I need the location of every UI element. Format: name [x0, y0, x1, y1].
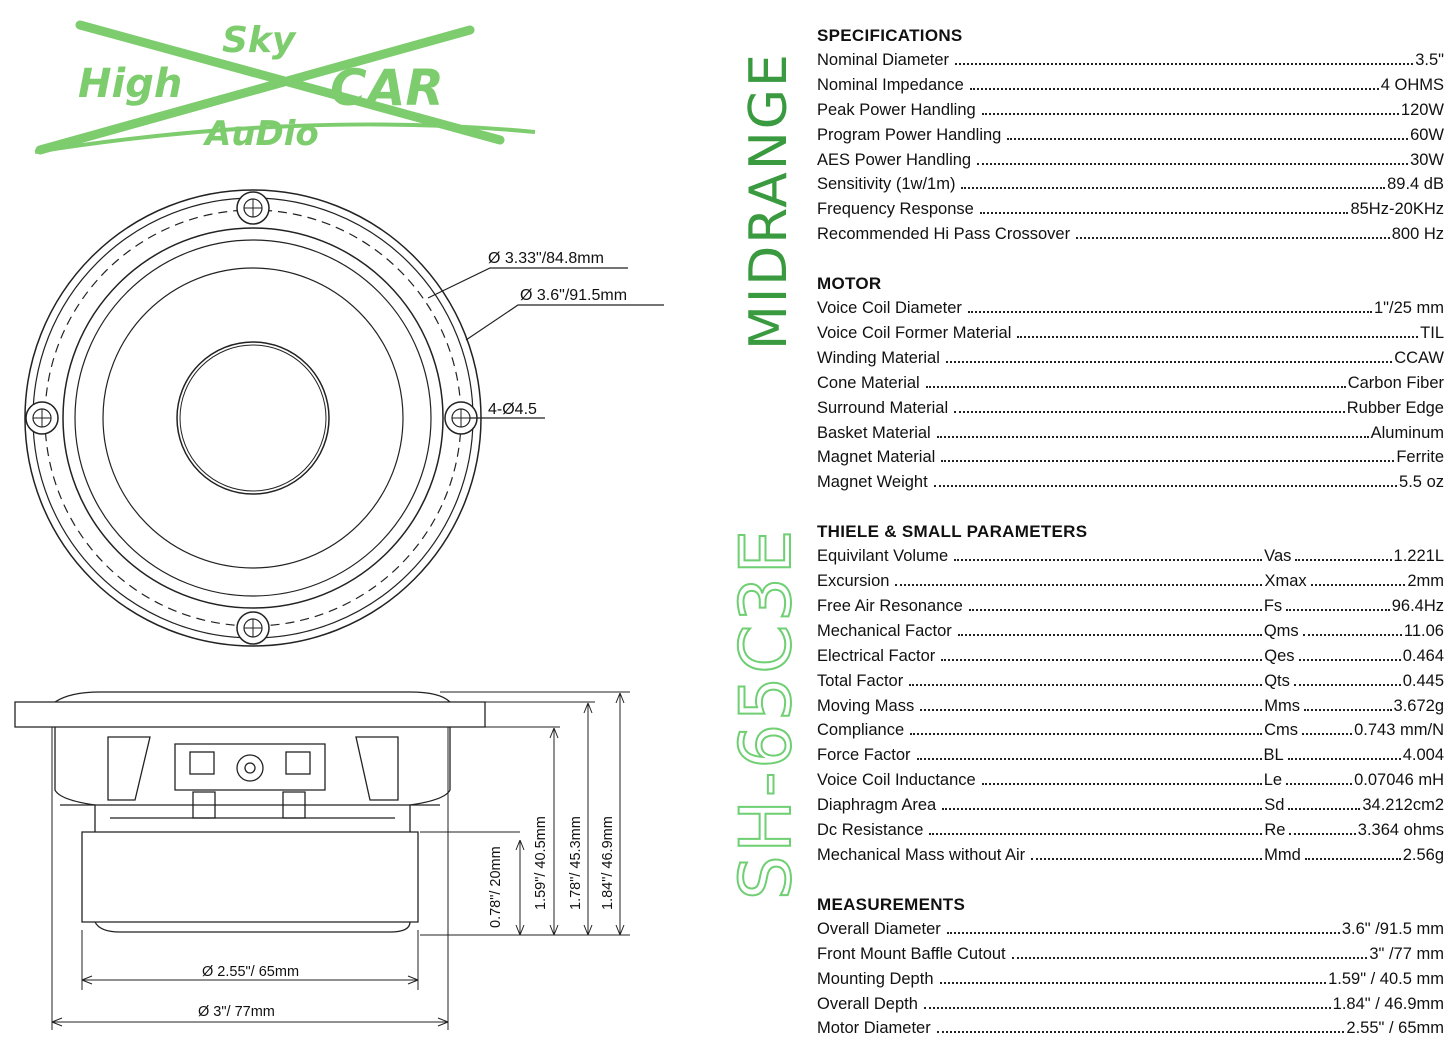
spec-label: Program Power Handling: [817, 125, 1002, 144]
spec-value: Aluminum: [1370, 423, 1444, 442]
section-title: THIELE & SMALL PARAMETERS: [817, 522, 1088, 542]
dim-mount-depth-label: 1.59"/ 40.5mm: [533, 816, 549, 910]
spec-row: [817, 694, 1444, 719]
dot-leader: [977, 163, 1408, 165]
spec-row: [817, 793, 1444, 818]
dim-outer-diameter-label: Ø 3.6"/91.5mm: [520, 287, 628, 304]
spec-symbol: Mmd: [1264, 845, 1301, 864]
spec-row: [817, 917, 1444, 942]
spec-value: 89.4 dB: [1387, 175, 1444, 194]
dot-leader: [941, 659, 1262, 661]
spec-row: [817, 197, 1444, 222]
spec-value: 96.4Hz: [1391, 597, 1444, 616]
thiele-small-section: [817, 520, 1444, 868]
spec-label: Compliance: [817, 721, 905, 740]
spec-value: 1.59" / 40.5 mm: [1328, 969, 1444, 988]
dot-leader: [929, 833, 1262, 835]
section-title: MEASUREMENTS: [817, 894, 966, 914]
measurements-section: [817, 893, 1444, 1041]
spec-label: Recommended Hi Pass Crossover: [817, 225, 1071, 244]
dot-leader: [942, 808, 1262, 810]
spec-label: Basket Material: [817, 423, 931, 442]
dim-holes-label: 4-Ø4.5: [488, 401, 537, 418]
spec-label: Mechanical Factor: [817, 621, 952, 640]
spec-label: Moving Mass: [817, 696, 915, 715]
dot-leader: [982, 783, 1262, 785]
spec-sheet: [817, 24, 1444, 1041]
spec-row: [817, 148, 1444, 173]
spec-symbol: Vas: [1264, 547, 1292, 566]
spec-value: 0.464: [1402, 646, 1444, 665]
spec-row: [817, 346, 1444, 371]
spec-label: Equivilant Volume: [817, 547, 949, 566]
spec-value: Ferrite: [1396, 448, 1444, 467]
spec-label: Front Mount Baffle Cutout: [817, 944, 1006, 963]
spec-label: Peak Power Handling: [817, 100, 976, 119]
spec-value: 34.212cm2: [1362, 796, 1444, 815]
dot-leader: [1294, 684, 1401, 686]
spec-row: [817, 73, 1444, 98]
specifications-section: [817, 24, 1444, 247]
spec-value: 2mm: [1407, 572, 1444, 591]
dot-leader: [926, 386, 1346, 388]
mount-hole-icon: [26, 402, 58, 434]
spec-value: 3.5": [1415, 51, 1444, 69]
spec-value: 2.55" / 65mm: [1346, 1019, 1444, 1038]
spec-label: Cone Material: [817, 373, 920, 392]
spec-label: Voice Coil Former Material: [817, 324, 1012, 343]
spec-row: [817, 98, 1444, 123]
spec-row: [817, 843, 1444, 868]
spec-label: Free Air Resonance: [817, 597, 963, 616]
spec-value: 4 OHMS: [1380, 75, 1444, 94]
spec-row: [817, 371, 1444, 396]
dot-leader: [937, 1031, 1345, 1033]
spec-value: 2.56g: [1402, 845, 1444, 864]
dot-leader: [982, 113, 1399, 115]
spec-row: [817, 421, 1444, 446]
spec-row: [817, 569, 1444, 594]
dot-leader: [954, 559, 1262, 561]
dot-leader: [1288, 758, 1401, 760]
spec-label: Total Factor: [817, 671, 904, 690]
dot-leader: [1302, 733, 1352, 735]
dim-overall-depth-label: 1.84"/ 46.9mm: [600, 816, 616, 910]
spec-value: 0.07046 mH: [1354, 771, 1444, 790]
spec-row: [817, 768, 1444, 793]
section-title: MOTOR: [817, 274, 882, 294]
dot-leader: [1076, 237, 1390, 239]
spec-row: [817, 48, 1444, 73]
spec-row: [817, 942, 1444, 967]
spec-label: Nominal Impedance: [817, 75, 964, 94]
spec-label: Diaphragm Area: [817, 796, 937, 815]
spec-symbol: Qts: [1264, 671, 1290, 690]
spec-label: Electrical Factor: [817, 646, 936, 665]
spec-label: Force Factor: [817, 746, 911, 765]
dot-leader: [1012, 957, 1368, 959]
dot-leader: [954, 411, 1345, 413]
dot-leader: [1295, 559, 1391, 561]
spec-label: Frequency Response: [817, 200, 974, 219]
product-title: [708, 20, 808, 910]
brand-logo: [35, 20, 535, 154]
spec-value: 1.221L: [1393, 547, 1444, 566]
dim-cutout-label: Ø 3"/ 77mm: [198, 1004, 275, 1020]
spec-value: 0.445: [1402, 671, 1444, 690]
dot-leader: [1286, 783, 1352, 785]
spec-symbol: BL: [1263, 746, 1284, 765]
spec-symbol: Fs: [1263, 597, 1283, 616]
spec-value: 30W: [1410, 150, 1444, 169]
spec-row: [817, 222, 1444, 247]
dot-leader: [909, 684, 1262, 686]
spec-row: [817, 445, 1444, 470]
dot-leader: [955, 63, 1413, 65]
dim-motor-height-label: 0.78"/ 20mm: [488, 846, 504, 928]
spec-value: 3.364 ohms: [1357, 821, 1444, 840]
dot-leader: [1017, 336, 1418, 338]
product-type: MIDRANGE: [739, 52, 799, 350]
dot-leader: [947, 932, 1340, 934]
spec-value: 0.743 mm/N: [1354, 721, 1444, 740]
spec-row: [817, 544, 1444, 569]
logo-text-audio: AuDio: [205, 114, 319, 154]
spec-label: Magnet Weight: [817, 473, 928, 492]
spec-value: Rubber Edge: [1346, 398, 1444, 417]
dot-leader: [924, 1007, 1331, 1009]
dot-leader: [1288, 808, 1360, 810]
spec-row: [817, 669, 1444, 694]
dot-leader: [970, 88, 1379, 90]
spec-row: [817, 1016, 1444, 1041]
dim-motor-diameter-label: Ø 2.55"/ 65mm: [202, 964, 300, 980]
dim-inner-diameter-label: Ø 3.33"/84.8mm: [488, 250, 604, 267]
dot-leader: [920, 709, 1262, 711]
spec-symbol: Le: [1263, 771, 1283, 790]
section-title: SPECIFICATIONS: [817, 26, 963, 45]
dot-leader: [958, 634, 1262, 636]
dot-leader: [917, 758, 1262, 760]
dot-leader: [969, 609, 1262, 611]
dot-leader: [946, 361, 1392, 363]
spec-label: AES Power Handling: [817, 150, 972, 169]
spec-row: [817, 644, 1444, 669]
spec-row: [817, 718, 1444, 743]
dim-depth-label: 1.78"/ 45.3mm: [568, 816, 584, 910]
logo-text-car: CAR: [330, 59, 444, 117]
spec-label: Excursion: [817, 572, 890, 591]
logo-text-high: High: [78, 61, 183, 107]
spec-label: Motor Diameter: [817, 1019, 931, 1038]
motor-section: [817, 272, 1444, 495]
spec-row: [817, 992, 1444, 1017]
spec-label: Voice Coil Inductance: [817, 771, 976, 790]
spec-value: 85Hz-20KHz: [1350, 200, 1444, 219]
spec-value: 800 Hz: [1391, 225, 1444, 244]
spec-value: 4.004: [1402, 746, 1444, 765]
dot-leader: [1305, 858, 1401, 860]
spec-label: Overall Depth: [817, 994, 918, 1013]
spec-label: Magnet Material: [817, 448, 936, 467]
spec-label: Surround Material: [817, 398, 949, 417]
spec-value: Carbon Fiber: [1347, 373, 1444, 392]
dot-leader: [1303, 634, 1402, 636]
spec-row: [817, 818, 1444, 843]
spec-row: [817, 594, 1444, 619]
spec-value: 3.6" /91.5 mm: [1341, 919, 1444, 938]
mount-hole-icon: [237, 192, 269, 224]
spec-label: Mechanical Mass without Air: [817, 845, 1026, 864]
spec-symbol: Sd: [1264, 796, 1285, 815]
spec-row: [817, 619, 1444, 644]
spec-value: 1.84" / 46.9mm: [1332, 994, 1444, 1013]
dot-leader: [940, 982, 1327, 984]
spec-row: [817, 967, 1444, 992]
dot-leader: [1031, 858, 1262, 860]
spec-symbol: Cms: [1264, 721, 1299, 740]
dot-leader: [910, 733, 1262, 735]
mount-hole-icon: [237, 612, 269, 644]
dot-leader: [980, 212, 1349, 214]
spec-row: [817, 743, 1444, 768]
spec-label: Winding Material: [817, 348, 940, 367]
spec-value: 3.672g: [1393, 696, 1444, 715]
spec-row: [817, 321, 1444, 346]
spec-label: Dc Resistance: [817, 821, 924, 840]
dot-leader: [961, 187, 1385, 189]
spec-value: TIL: [1420, 324, 1444, 343]
dot-leader: [895, 584, 1262, 586]
spec-symbol: Mms: [1264, 696, 1300, 715]
dot-leader: [941, 460, 1394, 462]
spec-symbol: Qes: [1264, 646, 1295, 665]
spec-row: [817, 172, 1444, 197]
spec-label: Nominal Diameter: [817, 51, 950, 69]
spec-symbol: Re: [1264, 821, 1286, 840]
logo-text-sky: Sky: [222, 20, 296, 61]
dot-leader: [1311, 584, 1406, 586]
spec-symbol: Qms: [1263, 621, 1299, 640]
spec-value: 11.06: [1403, 621, 1444, 640]
spec-value: 5.5 oz: [1399, 473, 1444, 492]
spec-label: Mounting Depth: [817, 969, 934, 988]
dot-leader: [937, 436, 1369, 438]
spec-label: Overall Diameter: [817, 919, 941, 938]
spec-label: Sensitivity (1w/1m): [817, 175, 956, 194]
spec-row: [817, 396, 1444, 421]
dot-leader: [1007, 138, 1408, 140]
dot-leader: [1299, 659, 1401, 661]
spec-label: Voice Coil Diameter: [817, 299, 962, 318]
spec-value: 1"/25 mm: [1373, 299, 1444, 318]
technical-drawing: [0, 0, 720, 1063]
dot-leader: [1286, 609, 1390, 611]
spec-value: 3" /77 mm: [1369, 944, 1444, 963]
spec-row: [817, 470, 1444, 495]
product-model: SH-65C3E: [725, 526, 807, 900]
spec-symbol: Xmax: [1264, 572, 1307, 591]
dot-leader: [1304, 709, 1392, 711]
spec-value: CCAW: [1394, 348, 1444, 367]
spec-row: [817, 123, 1444, 148]
spec-value: 120W: [1400, 100, 1444, 119]
dot-leader: [1289, 833, 1355, 835]
spec-value: 60W: [1410, 125, 1444, 144]
dot-leader: [968, 311, 1372, 313]
spec-row: [817, 296, 1444, 321]
dot-leader: [934, 485, 1397, 487]
